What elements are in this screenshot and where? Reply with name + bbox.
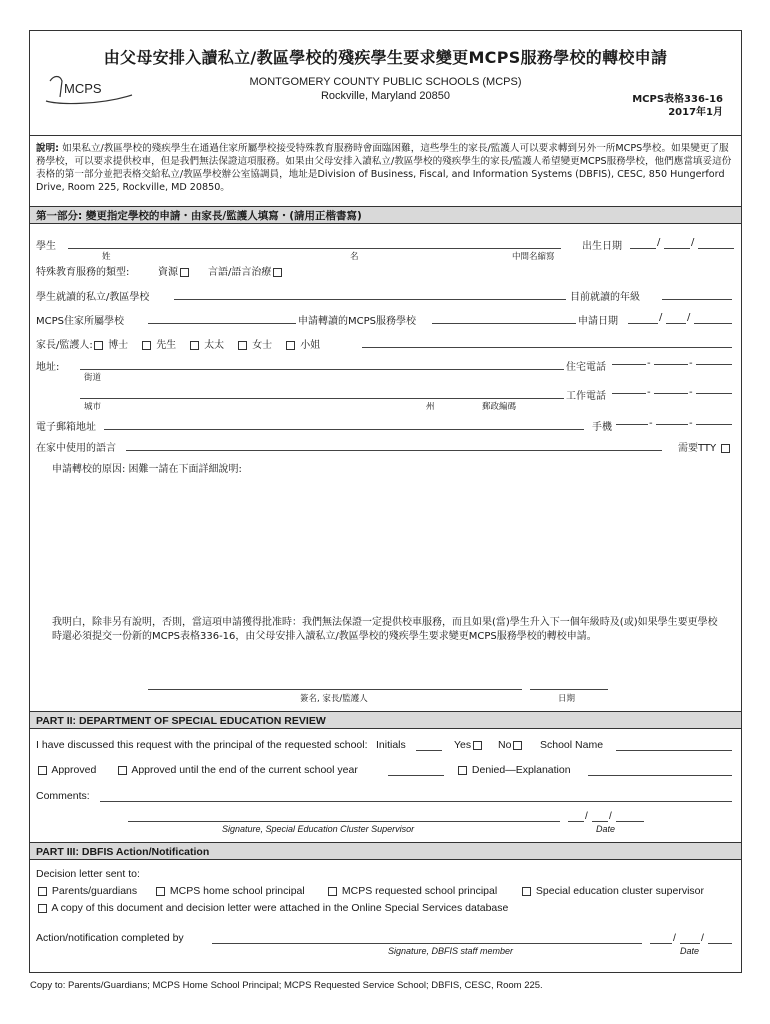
- application-month-field[interactable]: [628, 323, 658, 324]
- recipient-checkbox[interactable]: [522, 887, 531, 896]
- mobile-area-field[interactable]: [616, 424, 648, 425]
- comments-row: [36, 790, 735, 806]
- supervisor-signature-caption: Signature, Special Education Cluster Supervisor: [222, 824, 415, 834]
- form-date: 2017年1月: [668, 107, 723, 118]
- mcps-school-row: [36, 312, 735, 328]
- dbfis-month-field[interactable]: [650, 943, 672, 944]
- action-completed-label: Action/notification completed by: [36, 932, 184, 944]
- recipient-label: MCPS home school principal: [169, 885, 305, 897]
- reason-textarea[interactable]: [50, 477, 726, 611]
- recipient-label: Special education cluster supervisor: [535, 885, 705, 897]
- service-speech-label: 言語/語言治療: [208, 267, 272, 278]
- phone-separator: -: [689, 358, 693, 369]
- tty-checkbox[interactable]: [721, 444, 730, 453]
- application-year-field[interactable]: [694, 323, 732, 324]
- guardian-label: 家長/監護人:: [36, 340, 93, 351]
- home-language-field[interactable]: [126, 450, 662, 451]
- comments-field[interactable]: [100, 801, 732, 802]
- initials-field[interactable]: [416, 750, 442, 751]
- address-street-row: [36, 358, 735, 382]
- title-option-miss[interactable]: [284, 336, 320, 351]
- approved-option[interactable]: [36, 764, 96, 776]
- parent-signature-field[interactable]: [148, 689, 522, 690]
- home-phone-prefix-field[interactable]: [654, 364, 688, 365]
- approval-row: [36, 764, 735, 780]
- dbfis-signature-field[interactable]: [212, 943, 642, 944]
- title-label: 先生: [156, 340, 177, 351]
- tty-label: 需要TTY: [678, 443, 717, 454]
- phone-separator: -: [647, 387, 651, 398]
- student-label: 學生: [36, 241, 56, 252]
- title-checkbox[interactable]: [238, 341, 247, 350]
- home-phone-area-field[interactable]: [612, 364, 646, 365]
- phone-separator: -: [647, 358, 651, 369]
- notice-text: 如果私立/教區學校的殘疾學生在通過住家所屬學校接受特殊教育服務時會面臨困難，這些學生的家長/監護人可以要求轉到另外一所MCPS學校。如果變更了服務學校，可以要求提供校車，但是我們無法保證這項服務。如果由父母安排入讀私立/教區學校的殘疾學生的家長/監護人希望變更MCPS服務學校，他們應當填妥這份表格的第一部分並把表格交給私立/教區學校辦公室協調員，地址是Division of Business, Fiscal, and Information Systems (DBFIS), CESC, 850 Hungerford Drive, Room 225, Rockville, MD 20850。: [36, 143, 732, 193]
- yes-option[interactable]: [454, 739, 484, 751]
- title-label: 女士: [252, 340, 273, 351]
- logo-text: MCPS: [64, 81, 102, 96]
- work-phone-area-field[interactable]: [612, 393, 646, 394]
- address-label: 地址:: [36, 362, 60, 373]
- form-title: 由父母安排入讀私立/教區學校的殘疾學生要求變更MCPS服務學校的轉校申請: [103, 48, 668, 67]
- title-checkbox[interactable]: [94, 341, 103, 350]
- first-name-caption: 名: [350, 252, 359, 262]
- recipient-label: MCPS requested school principal: [341, 885, 498, 897]
- supervisor-year-field[interactable]: [616, 821, 644, 822]
- dbfis-signature-caption: Signature, DBFIS staff member: [388, 946, 514, 956]
- requested-school-label: 申請轉讀的MCPS服務學校: [298, 316, 416, 327]
- work-phone-label: 工作電話: [566, 391, 606, 402]
- divider: [30, 135, 741, 136]
- student-row: [36, 237, 735, 261]
- title-checkbox[interactable]: [190, 341, 199, 350]
- student-name-line[interactable]: [68, 248, 561, 249]
- phone-separator: -: [689, 418, 693, 429]
- speech-checkbox[interactable]: [273, 268, 282, 277]
- title-label: 太太: [204, 340, 225, 351]
- denied-label: Denied—Explanation: [471, 764, 571, 776]
- state-caption: 州: [426, 402, 435, 412]
- title-label: 小姐: [300, 340, 321, 351]
- no-option[interactable]: [498, 739, 524, 751]
- org-address: Rockville, Maryland 20850: [320, 90, 450, 102]
- approved-until-checkbox[interactable]: [118, 766, 127, 775]
- service-speech[interactable]: [208, 263, 284, 278]
- private-school-label: 學生就讀的私立/教區學校: [36, 292, 150, 303]
- parent-signature-caption: 簽名, 家長/監護人: [300, 694, 368, 704]
- date-separator: /: [659, 312, 663, 323]
- home-language-label: 在家中使用的語言: [36, 443, 116, 454]
- action-completed-row: [36, 932, 735, 960]
- city-state-zip-field[interactable]: [80, 398, 564, 399]
- title-option-ms[interactable]: [236, 336, 272, 351]
- work-phone-prefix-field[interactable]: [654, 393, 688, 394]
- copy-attached-checkbox[interactable]: [38, 904, 47, 913]
- date-separator: /: [585, 811, 588, 822]
- email-row: [36, 418, 735, 434]
- statement: 我明白，除非另有說明，否則，當這項申請獲得批准時：我們無法保證一定提供校車服務，而且如果(當)學生升入下一個年級時及(或)如果學生要更學校時還必須提交一份新的MCPS表格336-16，由父母安排入讀私立/教區學校的殘疾學生要求變更MCPS服務學校的轉校申請。: [52, 617, 718, 642]
- phone-separator: -: [649, 418, 653, 429]
- approved-until-field[interactable]: [388, 775, 444, 776]
- zip-caption: 郵政編碼: [482, 402, 517, 412]
- title-option-mrs[interactable]: [188, 336, 224, 351]
- city-caption: 城市: [84, 402, 102, 412]
- reason-label: 申請轉校的原因: 困難一請在下面詳細說明:: [52, 464, 242, 475]
- service-type-label: 特殊教育服務的類型:: [36, 267, 130, 278]
- form-number: MCPS表格336-16: [632, 94, 723, 105]
- title-label: 博士: [108, 340, 129, 351]
- part2-heading: PART II: DEPARTMENT OF SPECIAL EDUCATION REVIEW: [30, 711, 741, 729]
- phone-separator: -: [689, 387, 693, 398]
- notice: [36, 142, 735, 194]
- recipient-home-principal[interactable]: [154, 885, 305, 897]
- form-frame: [29, 30, 742, 973]
- recipient-checkbox[interactable]: [38, 887, 47, 896]
- title-option-mr[interactable]: [140, 336, 176, 351]
- street-caption: 街道: [84, 373, 102, 383]
- parent-signature-date-field[interactable]: [530, 689, 608, 690]
- dbfis-day-field[interactable]: [680, 943, 700, 944]
- discussed-row: [36, 739, 735, 755]
- recipient-label: Parents/guardians: [51, 885, 138, 897]
- date-separator: /: [673, 932, 676, 944]
- comments-label: Comments:: [36, 790, 90, 802]
- school-name-label: School Name: [540, 739, 604, 751]
- email-field[interactable]: [104, 429, 584, 430]
- private-school-row: [36, 288, 735, 304]
- denied-checkbox[interactable]: [458, 766, 467, 775]
- home-school-field[interactable]: [148, 323, 296, 324]
- part3-heading: PART III: DBFIS Action/Notification: [30, 842, 741, 860]
- supervisor-signature-field[interactable]: [128, 821, 560, 822]
- home-phone-label: 住宅電話: [566, 362, 606, 373]
- reason-row: [36, 460, 735, 476]
- last-name-caption: 姓: [102, 252, 111, 262]
- guardian-row: [36, 336, 735, 352]
- school-name-field[interactable]: [616, 750, 732, 751]
- private-school-field[interactable]: [174, 299, 566, 300]
- decision-row: [36, 868, 735, 884]
- date-separator: /: [609, 811, 612, 822]
- mobile-label: 手機: [592, 422, 612, 433]
- date-separator: /: [657, 237, 661, 248]
- yes-checkbox[interactable]: [473, 741, 482, 750]
- application-day-field[interactable]: [666, 323, 686, 324]
- street-field[interactable]: [80, 369, 564, 370]
- title-option-dr[interactable]: [92, 336, 128, 351]
- service-type-row: [36, 263, 735, 279]
- title-checkbox[interactable]: [286, 341, 295, 350]
- work-phone-line-field[interactable]: [696, 393, 732, 394]
- home-school-label: MCPS住家所屬學校: [36, 316, 124, 327]
- initials-label: Initials: [376, 739, 406, 751]
- resource-checkbox[interactable]: [180, 268, 189, 277]
- supervisor-signature-row: [36, 813, 735, 837]
- approved-until-option[interactable]: [116, 764, 358, 776]
- dob-day-field[interactable]: [664, 248, 690, 249]
- denied-option[interactable]: [456, 764, 571, 776]
- dob-month-field[interactable]: [630, 248, 656, 249]
- address-city-row: [36, 387, 735, 411]
- part1-heading: 第一部分: 變更指定學校的申請・由家長/監護人填寫・(請用正楷書寫): [30, 206, 741, 224]
- copy-attached-row: [36, 902, 735, 918]
- dob-year-field[interactable]: [698, 248, 734, 249]
- recipient-checkbox[interactable]: [156, 887, 165, 896]
- date-separator: /: [691, 237, 695, 248]
- mobile-line-field[interactable]: [696, 424, 732, 425]
- decision-sent-label: Decision letter sent to:: [36, 868, 140, 880]
- home-phone-line-field[interactable]: [696, 364, 732, 365]
- notice-label: 說明:: [36, 143, 60, 154]
- yes-label: Yes: [454, 739, 472, 751]
- recipient-checkbox[interactable]: [328, 887, 337, 896]
- email-label: 電子郵箱地址: [36, 422, 96, 433]
- service-resource[interactable]: [158, 263, 191, 278]
- discussed-label: I have discussed this request with the principal of the requested school:: [36, 739, 368, 751]
- approved-label: Approved: [51, 764, 97, 776]
- title-checkbox[interactable]: [142, 341, 151, 350]
- no-checkbox[interactable]: [513, 741, 522, 750]
- recipient-cluster-supervisor[interactable]: [520, 885, 704, 897]
- dob-label: 出生日期: [582, 241, 622, 252]
- denied-explanation-field[interactable]: [588, 775, 732, 776]
- mobile-prefix-field[interactable]: [656, 424, 688, 425]
- requested-school-field[interactable]: [432, 323, 576, 324]
- parent-date-caption: 日期: [558, 694, 576, 704]
- recipients-row: [36, 885, 735, 901]
- copy-attached-option[interactable]: [36, 902, 508, 914]
- supervisor-month-field[interactable]: [568, 821, 584, 822]
- guardian-name-field[interactable]: [362, 347, 732, 348]
- dbfis-date-caption: Date: [680, 946, 700, 956]
- org-name: MONTGOMERY COUNTY PUBLIC SCHOOLS (MCPS): [249, 76, 522, 88]
- grade-field[interactable]: [662, 299, 732, 300]
- recipient-parents[interactable]: [36, 885, 137, 897]
- supervisor-day-field[interactable]: [592, 821, 608, 822]
- form-number-block: [632, 93, 723, 119]
- parent-signature-row: [36, 681, 735, 703]
- dbfis-year-field[interactable]: [708, 943, 732, 944]
- language-row: [36, 439, 735, 455]
- grade-label: 目前就讀的年級: [570, 292, 640, 303]
- no-label: No: [498, 739, 512, 751]
- approved-until-label: Approved until the end of the current school year: [131, 764, 358, 776]
- tty-option[interactable]: [678, 439, 732, 454]
- middle-name-caption: 中間名縮寫: [512, 252, 555, 262]
- recipient-requested-principal[interactable]: [326, 885, 497, 897]
- copy-attached-label: A copy of this document and decision letter were attached in the Online Special Services database: [51, 902, 509, 914]
- date-separator: /: [687, 312, 691, 323]
- copy-to-footer: Copy to: Parents/Guardians; MCPS Home School Principal; MCPS Requested Service School; DBFIS, CESC, Room 225.: [30, 980, 543, 991]
- approved-checkbox[interactable]: [38, 766, 47, 775]
- application-date-label: 申請日期: [578, 316, 618, 327]
- service-resource-label: 資源: [158, 267, 178, 278]
- supervisor-date-caption: Date: [596, 824, 616, 834]
- date-separator: /: [701, 932, 704, 944]
